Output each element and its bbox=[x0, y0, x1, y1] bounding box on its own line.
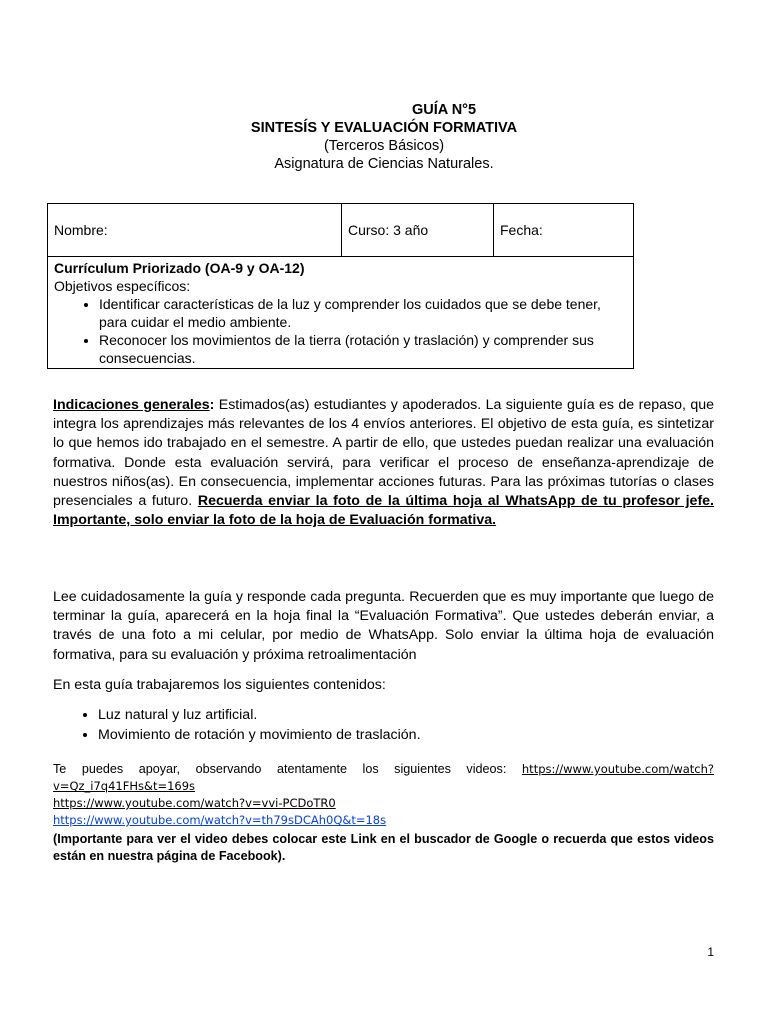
objective-item: • Identificar características de la luz y comprender los cuidados que se debe tener, para cuidar el medio ambiente. bbox=[99, 295, 627, 331]
grade-line: (Terceros Básicos) bbox=[323, 138, 445, 154]
videos-intro: Te puedes apoyar, observando atentamente los siguientes videos: bbox=[53, 762, 522, 776]
content-item: • Movimiento de rotación y movimiento de traslación. bbox=[98, 725, 421, 745]
document-header bbox=[0, 101, 768, 173]
general-instructions-paragraph bbox=[53, 396, 714, 530]
name-cell[interactable]: Nombre: bbox=[48, 204, 342, 257]
contents-list bbox=[53, 705, 421, 745]
objectives-label: Objetivos específicos: bbox=[54, 278, 191, 294]
curriculum-heading: Currículum Priorizado (OA-9 y OA-12) bbox=[54, 260, 305, 276]
videos-section bbox=[53, 761, 714, 865]
general-instructions-text: Estimados(as) estudiantes y apoderados. La siguiente guía es de repaso, que integra los aprendizajes más relevantes de los 4 envíos anteriores. El objetivo de esta guía, es sintetizar lo que hemos ido trabajado en el semestre. A partir de ello, que ustedes puedan realizar una evaluación formativa. Donde esta evaluación servirá, para verificar el proceso de enseñanza-aprendizaje de nuestros niños(as). En consecuencia, implementar acciones futuras. Para las próximas tutorías o clases presenciales a futuro. bbox=[53, 397, 714, 510]
whatsapp-reminder: Recuerda enviar la foto de la última hoja al WhatsApp de tu profesor jefe. Importante, solo enviar la foto de la hoja de Evaluación formativa. bbox=[53, 493, 714, 529]
video-link-3[interactable]: https://www.youtube.com/watch?v=th79sDCAh0Q&t=18s bbox=[53, 813, 387, 827]
document-title: SINTESÍS Y EVALUACIÓN FORMATIVA bbox=[250, 120, 518, 136]
contents-intro: En esta guía trabajaremos los siguientes contenidos: bbox=[53, 677, 386, 693]
page-number: 1 bbox=[707, 945, 714, 959]
videos-note: (Importante para ver el video debes colocar este Link en el buscador de Google o recuerda que estos videos están en nuestra página de Facebook). bbox=[53, 832, 714, 863]
guide-number: GUÍA N°5 bbox=[411, 102, 477, 118]
video-link-1[interactable]: https://www.youtube.com/watch?v=Qz_i7q41FHs&t=169s bbox=[53, 762, 714, 793]
date-cell[interactable]: Fecha: bbox=[494, 204, 634, 257]
videos-intro-line bbox=[53, 761, 714, 795]
subject-line: Asignatura de Ciencias Naturales. bbox=[274, 156, 494, 172]
reading-instructions-paragraph: Lee cuidadosamente la guía y responde cada pregunta. Recuerden que es muy importante que luego de terminar la guía, aparecerá en la hoja final la “Evaluación Formativa”. Que ustedes deberán enviar, a través de una foto a mi celular, por medio de WhatsApp. Solo enviar la última hoja de evaluación formativa, para su evaluación y próxima retroalimentación bbox=[53, 589, 714, 663]
objectives-list bbox=[54, 295, 627, 367]
video-link-2[interactable]: https://www.youtube.com/watch?v=vvi-PCDoTR0 bbox=[53, 796, 336, 810]
course-cell: Curso: 3 año bbox=[342, 204, 494, 257]
general-instructions-lead: Indicaciones generales bbox=[53, 397, 210, 413]
objective-item: • Reconocer los movimientos de la tierra (rotación y traslación) y comprender sus consecuencias. bbox=[99, 331, 627, 367]
lead-colon: : bbox=[209, 397, 215, 413]
curriculum-cell bbox=[48, 257, 634, 369]
content-item: • Luz natural y luz artificial. bbox=[98, 705, 421, 725]
student-info-table bbox=[47, 203, 634, 369]
